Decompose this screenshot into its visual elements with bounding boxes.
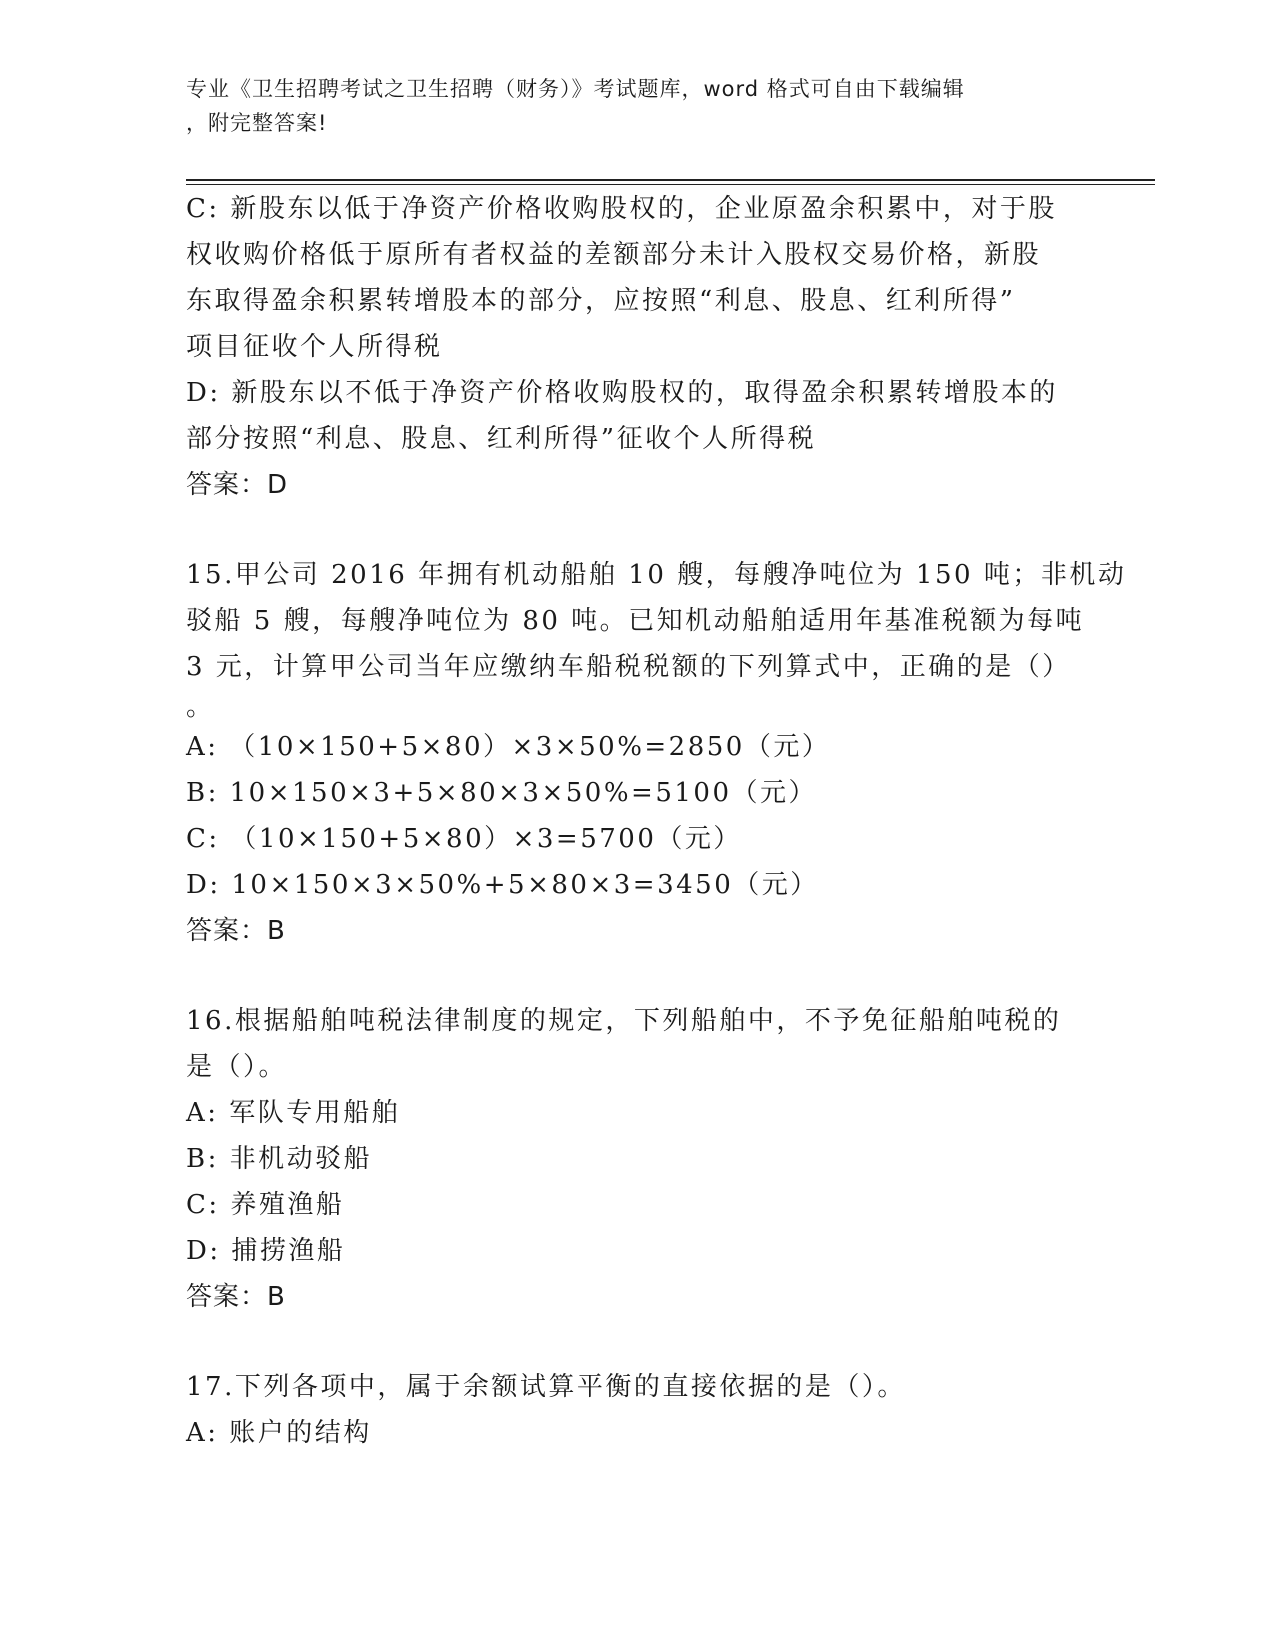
prev-question-options [186,186,1086,462]
q17-option-a: A: 账户的结构 [186,1418,372,1448]
q16-option-b: B: 非机动驳船 [186,1144,373,1174]
question-17 [186,1364,1086,1456]
q15-stem-line-1: 15.甲公司 2016 年拥有机动船舶 10 艘，每艘净吨位为 150 吨；非机动 [186,560,1127,590]
q15-stem-line-4: 。 [186,692,215,722]
q15-option-d: D: 10×150×3×50%+5×80×3=3450（元） [186,870,819,900]
prev-question-answer: 答案：D [186,470,289,500]
q17-stem-line-1: 17.下列各项中，属于余额试算平衡的直接依据的是（）。 [186,1372,906,1402]
question-content [186,186,1127,1456]
header-line-1: 专业《卫生招聘考试之卫生招聘（财务）》考试题库，word 格式可自由下载编辑 [186,77,965,101]
header-divider-thin [186,184,1155,185]
q15-answer: 答案：B [186,916,286,946]
option-c-line-4: 项目征收个人所得税 [186,332,443,362]
q16-stem-line-2: 是（）。 [186,1052,288,1082]
question-16 [186,998,1086,1274]
option-c-line-2: 权收购价格低于原所有者权益的差额部分未计入股权交易价格，新股 [186,240,1042,270]
q15-option-c: C: （10×150+5×80）×3=5700（元） [186,824,742,854]
q16-option-d: D: 捕捞渔船 [186,1236,346,1266]
option-d-line-2: 部分按照“利息、股息、红利所得”征收个人所得税 [186,424,817,454]
q15-option-b: B: 10×150×3+5×80×3×50%=5100（元） [186,778,818,808]
q16-option-c: C: 养殖渔船 [186,1190,345,1220]
q15-stem-line-3: 3 元，计算甲公司当年应缴纳车船税税额的下列算式中，正确的是（） [186,652,1071,682]
question-15 [186,552,1127,908]
option-c-line-3: 东取得盈余积累转增股本的部分，应按照“利息、股息、红利所得” [186,286,1016,316]
header-divider-thick [186,179,1155,181]
q16-answer: 答案：B [186,1282,286,1312]
q16-stem-line-1: 16.根据船舶吨税法律制度的规定，下列船舶中，不予免征船舶吨税的 [186,1006,1062,1036]
q16-option-a: A: 军队专用船舶 [186,1098,401,1128]
option-c-line-1: C: 新股东以低于净资产价格收购股权的，企业原盈余积累中，对于股 [186,194,1057,224]
header-line-2: ，附完整答案! [186,111,328,135]
q15-stem-line-2: 驳船 5 艘，每艘净吨位为 80 吨。已知机动船舶适用年基准税额为每吨 [186,606,1085,636]
q15-option-a: A: （10×150+5×80）×3×50%=2850（元） [186,732,831,762]
option-d-line-1: D: 新股东以不低于净资产价格收购股权的，取得盈余积累转增股本的 [186,378,1058,408]
document-header [186,72,1086,140]
